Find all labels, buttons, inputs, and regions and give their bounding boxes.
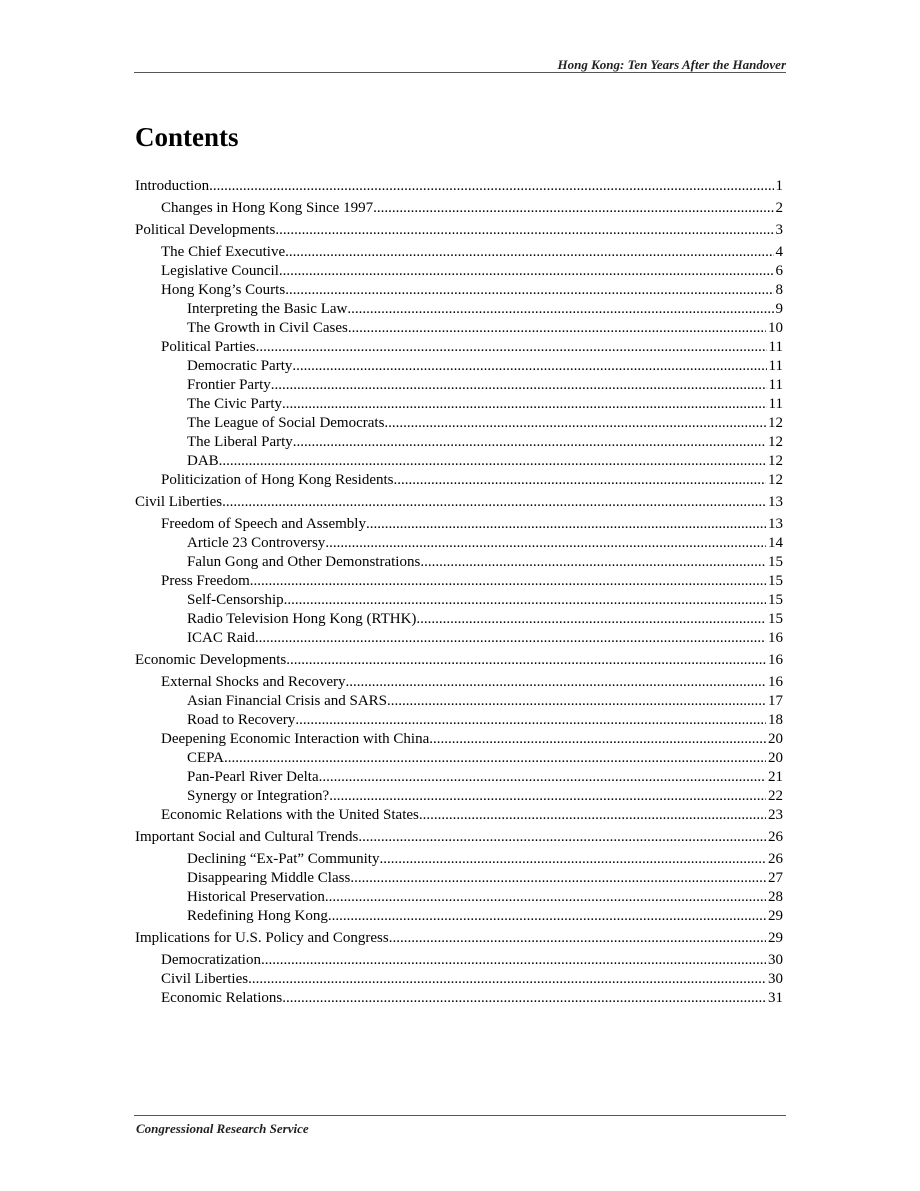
toc-entry-page: 4 xyxy=(775,244,783,260)
toc-entry-title: Synergy or Integration? xyxy=(187,788,330,804)
toc-entry[interactable] xyxy=(135,177,783,196)
toc-entry[interactable] xyxy=(135,471,783,490)
toc-dot-leader xyxy=(387,692,766,711)
toc-entry-title: External Shocks and Recovery xyxy=(161,674,346,690)
toc-entry-title: Political Developments xyxy=(135,222,276,238)
toc-entry-title: Civil Liberties xyxy=(135,494,223,510)
toc-dot-leader xyxy=(366,515,766,534)
toc-dot-leader xyxy=(373,199,773,218)
running-header-title: Hong Kong: Ten Years After the Handover xyxy=(557,57,786,72)
toc-entry-page: 15 xyxy=(768,611,783,627)
toc-entry[interactable] xyxy=(135,395,783,414)
toc-dot-leader xyxy=(347,300,773,319)
toc-entry-page: 15 xyxy=(768,592,783,608)
toc-dot-leader xyxy=(420,553,766,572)
toc-entry[interactable] xyxy=(135,629,783,648)
toc-entry[interactable] xyxy=(135,673,783,692)
toc-entry[interactable] xyxy=(135,534,783,553)
toc-entry-title: Frontier Party xyxy=(187,377,271,393)
toc-dot-leader xyxy=(419,806,766,825)
toc-entry-page: 30 xyxy=(768,971,783,987)
toc-entry[interactable] xyxy=(135,828,783,847)
toc-entry-page: 12 xyxy=(768,453,783,469)
toc-dot-leader xyxy=(222,493,766,512)
toc-dot-leader xyxy=(429,730,766,749)
toc-entry-page: 22 xyxy=(768,788,783,804)
contents-heading: Contents xyxy=(135,122,239,152)
toc-entry-title: Important Social and Cultural Trends xyxy=(135,829,359,845)
toc-entry-title: Disappearing Middle Class xyxy=(187,870,351,886)
toc-entry-page: 2 xyxy=(775,200,783,216)
toc-entry-title: DAB xyxy=(187,453,219,469)
toc-entry-page: 31 xyxy=(768,990,783,1006)
toc-entry-page: 16 xyxy=(768,652,783,668)
toc-entry-page: 29 xyxy=(768,930,783,946)
toc-entry-page: 12 xyxy=(768,472,783,488)
toc-dot-leader xyxy=(256,338,767,357)
toc-entry-title: The Civic Party xyxy=(187,396,282,412)
toc-dot-leader xyxy=(293,433,766,452)
toc-entry-page: 23 xyxy=(768,807,783,823)
toc-dot-leader xyxy=(250,572,766,591)
toc-entry-page: 16 xyxy=(768,630,783,646)
toc-entry[interactable] xyxy=(135,692,783,711)
toc-entry-title: Changes in Hong Kong Since 1997 xyxy=(161,200,374,216)
toc-entry[interactable] xyxy=(135,553,783,572)
toc-dot-leader xyxy=(292,357,766,376)
toc-dot-leader xyxy=(393,471,766,490)
toc-entry-title: Civil Liberties xyxy=(161,971,249,987)
toc-entry-title: The Liberal Party xyxy=(187,434,293,450)
toc-entry-title: Democratization xyxy=(161,952,261,968)
toc-entry-page: 10 xyxy=(768,320,783,336)
toc-entry[interactable] xyxy=(135,221,783,240)
toc-entry[interactable] xyxy=(135,787,783,806)
toc-entry-title: Deepening Economic Interaction with China xyxy=(161,731,430,747)
toc-dot-leader xyxy=(282,989,766,1008)
toc-entry[interactable] xyxy=(135,888,783,907)
toc-entry-page: 28 xyxy=(768,889,783,905)
toc-dot-leader xyxy=(285,243,773,262)
toc-entry[interactable] xyxy=(135,376,783,395)
toc-entry-page: 20 xyxy=(768,750,783,766)
toc-dot-leader xyxy=(325,534,766,553)
toc-entry-title: Economic Relations xyxy=(161,990,283,1006)
toc-entry[interactable] xyxy=(135,300,783,319)
toc-dot-leader xyxy=(295,711,766,730)
toc-entry[interactable] xyxy=(135,850,783,869)
toc-entry-page: 13 xyxy=(768,516,783,532)
toc-dot-leader xyxy=(325,888,766,907)
toc-entry-page: 26 xyxy=(768,829,783,845)
toc-entry-title: Press Freedom xyxy=(161,573,250,589)
toc-entry-title: Historical Preservation xyxy=(187,889,325,905)
toc-entry-title: Article 23 Controversy xyxy=(187,535,326,551)
toc-dot-leader xyxy=(271,376,767,395)
toc-entry[interactable] xyxy=(135,262,783,281)
toc-entry-title: Hong Kong’s Courts xyxy=(161,282,286,298)
toc-entry-page: 27 xyxy=(768,870,783,886)
footer-publisher: Congressional Research Service xyxy=(136,1121,309,1136)
toc-entry[interactable] xyxy=(135,989,783,1008)
toc-entry-title: Introduction xyxy=(135,178,210,194)
toc-entry-title: Political Parties xyxy=(161,339,256,355)
toc-entry-page: 6 xyxy=(775,263,783,279)
toc-entry-title: Freedom of Speech and Assembly xyxy=(161,516,366,532)
toc-dot-leader xyxy=(224,749,766,768)
toc-entry-title: Economic Relations with the United States xyxy=(161,807,419,823)
toc-entry[interactable] xyxy=(135,452,783,471)
footer-rule xyxy=(134,1115,786,1116)
toc-dot-leader xyxy=(282,395,767,414)
toc-entry-title: Declining “Ex-Pat” Community xyxy=(187,851,380,867)
toc-entry-title: CEPA xyxy=(187,750,224,766)
toc-entry[interactable] xyxy=(135,414,783,433)
toc-entry-page: 17 xyxy=(768,693,783,709)
toc-entry[interactable] xyxy=(135,338,783,357)
toc-entry-page: 14 xyxy=(768,535,783,551)
toc-entry-title: Economic Developments xyxy=(135,652,287,668)
toc-dot-leader xyxy=(261,951,766,970)
toc-entry[interactable] xyxy=(135,572,783,591)
toc-entry-page: 15 xyxy=(768,573,783,589)
toc-entry-page: 12 xyxy=(768,415,783,431)
toc-entry[interactable] xyxy=(135,651,783,670)
toc-entry[interactable] xyxy=(135,281,783,300)
toc-entry-title: ICAC Raid xyxy=(187,630,255,646)
toc-entry-page: 15 xyxy=(768,554,783,570)
toc-dot-leader xyxy=(275,221,773,240)
toc-dot-leader xyxy=(346,673,766,692)
toc-dot-leader xyxy=(279,262,774,281)
toc-entry-page: 11 xyxy=(768,358,783,374)
toc-entry[interactable] xyxy=(135,951,783,970)
toc-entry-title: Democratic Party xyxy=(187,358,293,374)
toc-entry-page: 13 xyxy=(768,494,783,510)
toc-entry-title: Politicization of Hong Kong Residents xyxy=(161,472,394,488)
toc-entry-page: 16 xyxy=(768,674,783,690)
toc-dot-leader xyxy=(416,610,766,629)
toc-entry[interactable] xyxy=(135,730,783,749)
toc-entry[interactable] xyxy=(135,319,783,338)
toc-dot-leader xyxy=(358,828,766,847)
toc-entry[interactable] xyxy=(135,243,783,262)
toc-entry-title: Legislative Council xyxy=(161,263,279,279)
toc-dot-leader xyxy=(329,787,766,806)
toc-dot-leader xyxy=(284,591,766,610)
toc-entry[interactable] xyxy=(135,610,783,629)
toc-entry[interactable] xyxy=(135,929,783,948)
toc-entry[interactable] xyxy=(135,357,783,376)
toc-dot-leader xyxy=(209,177,773,196)
toc-entry-title: Road to Recovery xyxy=(187,712,296,728)
toc-dot-leader xyxy=(285,281,773,300)
toc-entry-title: The League of Social Democrats xyxy=(187,415,385,431)
toc-dot-leader xyxy=(389,929,766,948)
toc-dot-leader xyxy=(328,907,766,926)
toc-entry[interactable] xyxy=(135,711,783,730)
toc-entry-page: 21 xyxy=(768,769,783,785)
toc-dot-leader xyxy=(255,629,766,648)
toc-entry-page: 11 xyxy=(768,377,783,393)
toc-entry[interactable] xyxy=(135,199,783,218)
toc-entry[interactable] xyxy=(135,749,783,768)
toc-dot-leader xyxy=(350,869,766,888)
toc-entry-page: 12 xyxy=(768,434,783,450)
toc-entry-title: Pan-Pearl River Delta xyxy=(187,769,319,785)
toc-entry-page: 1 xyxy=(775,178,783,194)
header-rule xyxy=(134,72,786,73)
toc-entry[interactable] xyxy=(135,768,783,787)
toc-entry-page: 20 xyxy=(768,731,783,747)
toc-entry[interactable] xyxy=(135,907,783,926)
toc-entry-title: Redefining Hong Kong xyxy=(187,908,328,924)
toc-entry-title: Implications for U.S. Policy and Congress xyxy=(135,930,389,946)
toc-dot-leader xyxy=(248,970,766,989)
toc-entry-title: Self-Censorship xyxy=(187,592,284,608)
toc-entry[interactable] xyxy=(135,433,783,452)
toc-entry[interactable] xyxy=(135,970,783,989)
toc-dot-leader xyxy=(384,414,766,433)
toc-entry[interactable] xyxy=(135,591,783,610)
toc-entry-title: Interpreting the Basic Law xyxy=(187,301,348,317)
toc-entry-title: Asian Financial Crisis and SARS xyxy=(187,693,388,709)
toc-entry-page: 8 xyxy=(775,282,783,298)
toc-dot-leader xyxy=(219,452,766,471)
toc-entry-page: 26 xyxy=(768,851,783,867)
toc-entry-title: Radio Television Hong Kong (RTHK) xyxy=(187,611,417,627)
toc-entry-page: 11 xyxy=(768,339,783,355)
toc-entry-title: The Growth in Civil Cases xyxy=(187,320,348,336)
toc-entry-title: Falun Gong and Other Demonstrations xyxy=(187,554,421,570)
toc-entry-page: 18 xyxy=(768,712,783,728)
toc-entry[interactable] xyxy=(135,869,783,888)
toc-entry-page: 9 xyxy=(775,301,783,317)
toc-entry[interactable] xyxy=(135,515,783,534)
toc-entry-page: 11 xyxy=(768,396,783,412)
toc-entry-title: The Chief Executive xyxy=(161,244,286,260)
toc-dot-leader xyxy=(379,850,766,869)
toc-entry[interactable] xyxy=(135,806,783,825)
toc-dot-leader xyxy=(286,651,766,670)
toc-entry-page: 30 xyxy=(768,952,783,968)
toc-entry-page: 3 xyxy=(775,222,783,238)
toc-entry[interactable] xyxy=(135,493,783,512)
toc-dot-leader xyxy=(319,768,766,787)
toc-entry-page: 29 xyxy=(768,908,783,924)
toc-dot-leader xyxy=(348,319,766,338)
